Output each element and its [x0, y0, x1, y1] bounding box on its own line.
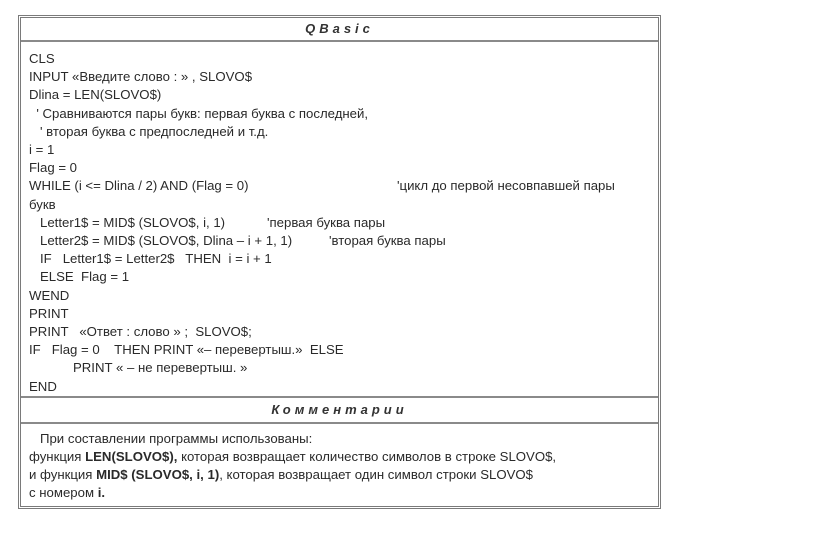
code-text: Letter1$ = MID$ (SLOVO$, i, 1) — [29, 214, 226, 230]
code-text: Flag = 0 — [29, 160, 78, 176]
comment-line-2: функция LEN(SLOVO$), которая возвращает количество символов в строке SLOVO$, — [29, 449, 557, 464]
comments-title: Комментарии — [21, 398, 658, 424]
code-text: Letter2$ = MID$ (SLOVO$, Dlina – i + 1, 1) — [29, 233, 293, 248]
code-line — [29, 323, 252, 341]
code-text: CLS — [29, 51, 55, 66]
code-text: ' вторая буква с предпоследней и т.д. — [29, 123, 269, 139]
code-comment: 'цикл до первой несовпавшей пары — [397, 178, 615, 194]
code-text: WHILE (i <= Dlina / 2) AND (Flag = 0) — [29, 178, 249, 194]
code-comment: 'первая буква пары — [267, 214, 386, 230]
code-line — [29, 232, 446, 250]
code-text: IF Flag = 0 THEN PRINT «– перевертыш.» ELSE — [29, 342, 344, 358]
qbasic-listing-frame — [18, 15, 661, 509]
code-text: WEND — [29, 287, 70, 303]
code-text: IF Letter1$ = Letter2$ THEN i = i + 1 — [29, 251, 272, 267]
code-line — [29, 359, 247, 377]
code-text: PRINT « – не перевертыш. » — [29, 360, 248, 376]
code-text: INPUT «Введите слово : » , SLOVO$ — [29, 69, 253, 85]
code-line — [29, 214, 386, 232]
comments-body — [21, 424, 658, 502]
code-text: ' Сравниваются пары букв: первая буква с последней, — [29, 105, 369, 121]
code-line — [29, 141, 54, 159]
code-text: букв — [29, 196, 56, 212]
code-listing — [21, 42, 658, 398]
code-line — [29, 268, 129, 286]
code-text: ELSE Flag = 1 — [29, 269, 130, 285]
code-line — [29, 378, 57, 396]
code-line — [29, 305, 69, 323]
comment-line-1: При составлении программы использованы: — [29, 431, 313, 446]
code-text: PRINT «Ответ : слово » ; SLOVO$; — [29, 324, 252, 339]
code-line — [29, 177, 615, 195]
code-line — [29, 68, 252, 86]
code-text: i = 1 — [29, 142, 55, 157]
code-line — [29, 50, 55, 68]
code-line — [29, 196, 56, 214]
comment-line-3: и функция MID$ (SLOVO$, i, 1), которая возвращает один символ строки SLOVO$ — [29, 467, 533, 482]
code-line — [29, 341, 344, 359]
code-line — [29, 123, 268, 141]
code-comment: 'вторая буква пары — [329, 233, 446, 248]
code-line — [29, 250, 272, 268]
code-text: PRINT — [29, 305, 69, 321]
code-text: Dlina = LEN(SLOVO$) — [29, 87, 162, 103]
listing-title: QBasic — [21, 18, 658, 42]
code-line — [29, 105, 368, 123]
code-line — [29, 287, 69, 305]
comment-line-4: с номером i. — [29, 485, 106, 500]
code-line — [29, 86, 161, 104]
code-text: END — [29, 378, 57, 394]
code-line — [29, 159, 77, 177]
